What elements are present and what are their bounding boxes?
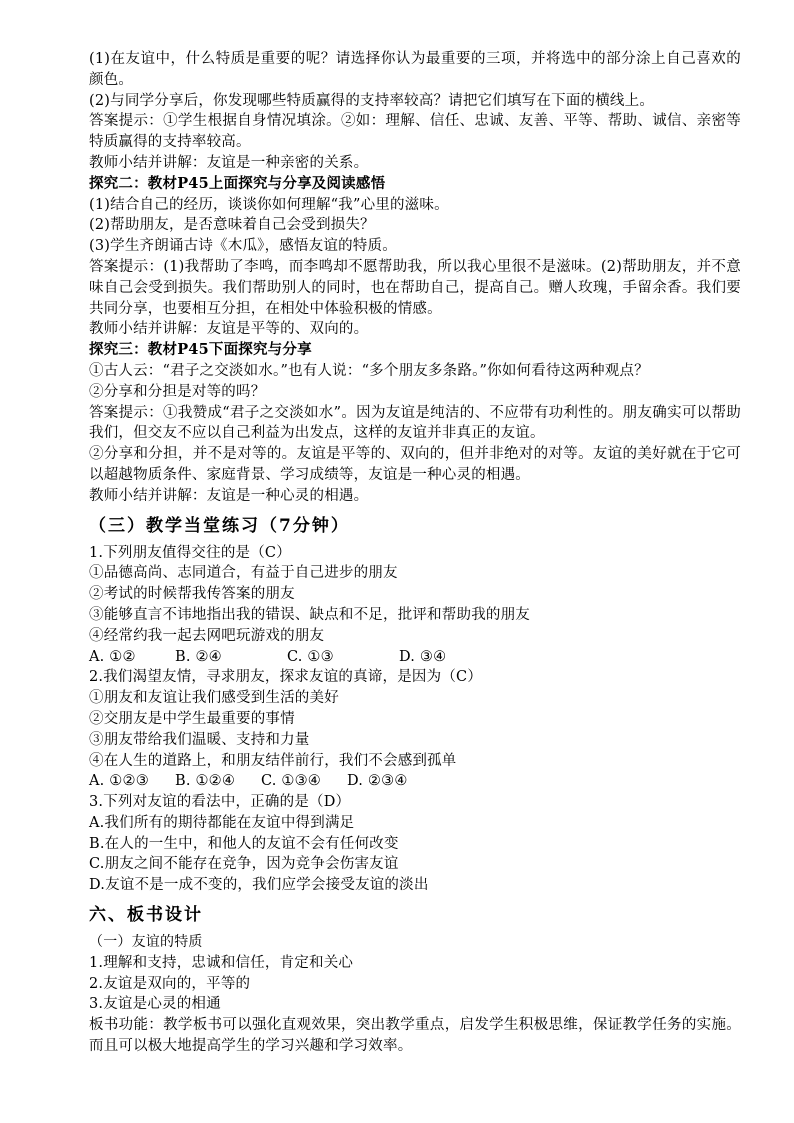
explore-2-summary: 教师小结并讲解：友谊是平等的、双向的。 bbox=[89, 321, 369, 338]
board-function: 板书功能：教学板书可以强化直观效果，突出教学重点，启发学生积极思维，保证教学任务的实施。而且可以极大地提高学生的学习兴趣和学习效率。 bbox=[89, 1017, 741, 1055]
q1-options bbox=[89, 647, 741, 668]
explore-3-summary: 教师小结并讲解：友谊是一种心灵的相遇。 bbox=[89, 487, 369, 504]
q3-item: B.在人的一生中，和他人的友谊不会有任何改变 bbox=[89, 835, 399, 852]
explore-2-answer: 答案提示：(1)我帮助了李鸣，而李鸣却不愿帮助我，所以我心里很不是滋味。(2)帮助朋友，并不意味自己会受到损失。我们帮助别人的同时，也在帮助自己，提高自己。赠人玫瑰，手留余香。我们要共同分享，也要相互分担，在相处中体验积极的情感。 bbox=[89, 258, 741, 317]
practice-heading: （三）教学当堂练习（7分钟） bbox=[89, 515, 350, 536]
answer-hint: 答案提示：①学生根据自身情况填涂。②如：理解、信任、忠诚、友善、平等、帮助、诚信、亲密等特质赢得的支持率较高。 bbox=[89, 113, 741, 151]
q2-item: ④在人生的道路上，和朋友结伴前行，我们不会感到孤单 bbox=[89, 752, 457, 769]
q1-item: ②考试的时候帮我传答案的朋友 bbox=[89, 586, 295, 603]
q2-item: ①朋友和友谊让我们感受到生活的美好 bbox=[89, 690, 339, 707]
q1-item: ④经常约我一起去网吧玩游戏的朋友 bbox=[89, 627, 325, 644]
explore-3-title: 探究三：教材P45下面探究与分享 bbox=[89, 341, 312, 359]
q1-option-c: C. ①③ bbox=[287, 648, 334, 665]
q2-stem: 2.我们渴望友情，寻求朋友，探求友谊的真谛，是因为（C） bbox=[89, 669, 483, 686]
explore-2-line: (2)帮助朋友，是否意味着自己会受到损失？ bbox=[89, 217, 375, 234]
q3-stem: 3.下列对友谊的看法中，正确的是（D） bbox=[89, 794, 351, 811]
q1-option-b: B. ②④ bbox=[175, 648, 222, 665]
explore-2-title: 探究二：教材P45上面探究与分享及阅读感悟 bbox=[89, 174, 386, 192]
q1-stem: 1.下列朋友值得交往的是（C） bbox=[89, 544, 291, 561]
q3-item: C.朋友之间不能存在竞争，因为竞争会伤害友谊 bbox=[89, 856, 399, 873]
explore-2-line: (3)学生齐朗诵古诗《木瓜》，感悟友谊的特质。 bbox=[89, 238, 397, 255]
q2-item: ②交朋友是中学生最重要的事情 bbox=[89, 710, 295, 727]
board-line: 1.理解和支持，忠诚和信任，肯定和关心 bbox=[89, 954, 354, 971]
explore-3-answer: ②分享和分担，并不是对等的。友谊是平等的、双向的，但并非绝对的对等。友谊的美好就在于它可以超越物质条件、家庭背景、学习成绩等，友谊是一种心灵的相遇。 bbox=[89, 446, 741, 483]
question-1-text: (1)在友谊中，什么特质是重要的呢？请选择你认为最重要的三项，并将选中的部分涂上自己喜欢的颜色。 bbox=[89, 51, 741, 88]
q2-option-d: D. ②③④ bbox=[347, 773, 408, 790]
q2-option-a: A. ①②③ bbox=[89, 773, 149, 790]
q1-item: ①品德高尚、志同道合，有益于自己进步的朋友 bbox=[89, 565, 398, 582]
q3-item: D.友谊不是一成不变的，我们应学会接受友谊的淡出 bbox=[89, 877, 429, 894]
explore-2-line: (1)结合自己的经历，谈谈你如何理解“我”心里的滋味。 bbox=[89, 196, 449, 213]
explore-3-answer: 答案提示：①我赞成“君子之交淡如水”。因为友谊是纯洁的、不应带有功利性的。朋友确实可以帮助我们，但交友不应以自己利益为出发点，这样的友谊并非真正的友谊。 bbox=[89, 404, 741, 442]
q2-option-b: B. ①②④ bbox=[175, 773, 236, 790]
board-subtitle: （一）友谊的特质 bbox=[89, 934, 203, 951]
teacher-summary: 教师小结并讲解：友谊是一种亲密的关系。 bbox=[89, 154, 369, 171]
q2-options bbox=[89, 771, 741, 792]
board-heading: 六、板书设计 bbox=[89, 905, 203, 926]
q1-option-a: A. ①② bbox=[89, 648, 136, 665]
board-line: 3.友谊是心灵的相通 bbox=[89, 996, 221, 1013]
document-body bbox=[89, 49, 741, 1057]
explore-3-line: ①古人云：“君子之交淡如水。”也有人说：“多个朋友多条路。”你如何看待这两种观点？ bbox=[89, 362, 649, 379]
q3-item: A.我们所有的期待都能在友谊中得到满足 bbox=[89, 814, 355, 831]
question-2-text: (2)与同学分享后，你发现哪些特质赢得的支持率较高？请把它们填写在下面的横线上。 bbox=[89, 92, 655, 109]
q1-option-d: D. ③④ bbox=[399, 648, 447, 665]
q1-item: ③能够直言不讳地指出我的错误、缺点和不足，批评和帮助我的朋友 bbox=[89, 606, 530, 623]
q2-item: ③朋友带给我们温暖、支持和力量 bbox=[89, 731, 310, 748]
board-line: 2.友谊是双向的，平等的 bbox=[89, 975, 251, 992]
explore-3-line: ②分享和分担是对等的吗？ bbox=[89, 383, 266, 400]
q2-option-c: C. ①③④ bbox=[261, 773, 321, 790]
